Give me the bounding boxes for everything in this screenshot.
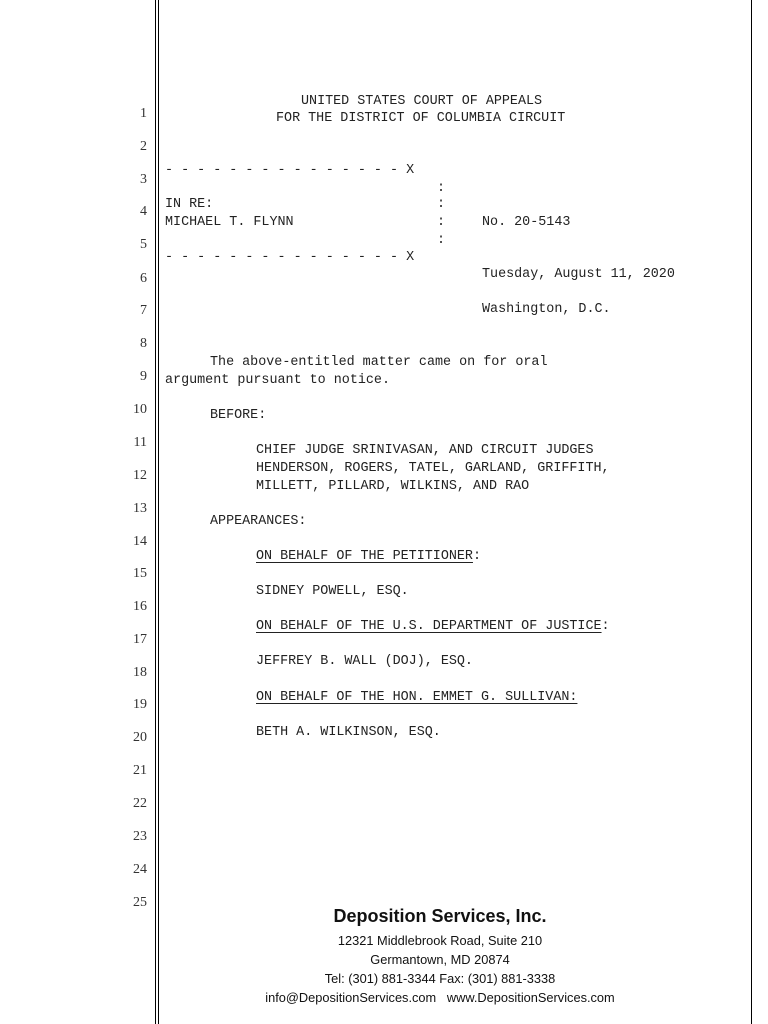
appearances-label: APPEARANCES: — [210, 514, 307, 529]
circuit-title: FOR THE DISTRICT OF COLUMBIA CIRCUIT — [276, 111, 566, 126]
line-number: 3 — [140, 172, 147, 187]
line-number: 20 — [133, 730, 147, 745]
line-number: 17 — [133, 632, 147, 647]
line-number: 6 — [140, 271, 147, 286]
caption-dash-line-top: - - - - - - - - - - - - - - - X — [165, 163, 415, 178]
line-number: 21 — [133, 763, 147, 778]
sullivan-heading — [256, 690, 577, 706]
heading-colon: : — [601, 619, 610, 634]
caption-party: MICHAEL T. FLYNN — [165, 215, 294, 230]
caption-colon: : — [437, 233, 446, 248]
line-number: 7 — [140, 303, 147, 318]
line-number: 14 — [133, 534, 147, 549]
line-number: 13 — [133, 501, 147, 516]
caption-colon: : — [437, 181, 446, 196]
line-number: 24 — [133, 862, 147, 877]
heading-colon: : — [472, 549, 482, 564]
line-number: 1 — [140, 106, 147, 121]
line-number: 8 — [140, 336, 147, 351]
petitioner-counsel: SIDNEY POWELL, ESQ. — [256, 584, 409, 599]
line-number: 15 — [133, 566, 147, 581]
left-margin-line — [155, 0, 156, 1024]
doj-heading — [256, 619, 610, 635]
footer-address: 12321 Middlebrook Road, Suite 210 — [337, 933, 543, 948]
judges-line3: MILLETT, PILLARD, WILKINS, AND RAO — [256, 479, 530, 494]
judges-line2: HENDERSON, ROGERS, TATEL, GARLAND, GRIFFITH, — [256, 461, 610, 476]
caption-in-re: IN RE: — [165, 197, 214, 212]
line-number: 5 — [140, 237, 147, 252]
sullivan-counsel: BETH A. WILKINSON, ESQ. — [256, 725, 441, 740]
petitioner-heading-text: ON BEHALF OF THE PETITIONER — [256, 549, 473, 564]
matter-text-line1: The above-entitled matter came on for oral — [210, 355, 548, 370]
line-number: 23 — [133, 829, 147, 844]
line-number: 18 — [133, 665, 147, 680]
left-margin-line-inner — [158, 0, 159, 1024]
footer-company: Deposition Services, Inc. — [333, 906, 547, 926]
line-number: 19 — [133, 697, 147, 712]
line-number: 4 — [140, 204, 147, 219]
judges-line1: CHIEF JUDGE SRINIVASAN, AND CIRCUIT JUDGES — [256, 443, 594, 458]
doj-counsel: JEFFREY B. WALL (DOJ), ESQ. — [256, 654, 473, 669]
footer-web: info@DepositionServices.com www.DepositionServices.com — [265, 990, 615, 1005]
line-number: 9 — [140, 369, 147, 384]
caption-colon: : — [437, 197, 446, 212]
right-margin-line — [751, 0, 752, 1024]
line-number: 25 — [133, 895, 147, 910]
footer-city: Germantown, MD 20874 — [370, 952, 510, 967]
court-title: UNITED STATES COURT OF APPEALS — [301, 94, 543, 109]
line-number: 16 — [133, 599, 147, 614]
petitioner-heading — [256, 549, 481, 565]
line-number: 22 — [133, 796, 147, 811]
footer-phone: Tel: (301) 881-3344 Fax: (301) 881-3338 — [324, 971, 556, 986]
matter-text-line2: argument pursuant to notice. — [165, 373, 390, 388]
line-number: 11 — [133, 435, 147, 450]
line-number: 10 — [133, 402, 147, 417]
hearing-location: Washington, D.C. — [482, 302, 611, 317]
before-label: BEFORE: — [210, 408, 267, 423]
hearing-date: Tuesday, August 11, 2020 — [482, 267, 675, 282]
line-number: 12 — [133, 468, 147, 483]
caption-colon: : — [437, 215, 446, 230]
sullivan-heading-text: ON BEHALF OF THE HON. EMMET G. SULLIVAN: — [256, 690, 578, 705]
line-number: 2 — [140, 139, 147, 154]
case-number: No. 20-5143 — [482, 215, 571, 230]
caption-dash-line-bottom: - - - - - - - - - - - - - - - X — [165, 250, 415, 265]
doj-heading-text: ON BEHALF OF THE U.S. DEPARTMENT OF JUSTICE — [256, 619, 602, 634]
